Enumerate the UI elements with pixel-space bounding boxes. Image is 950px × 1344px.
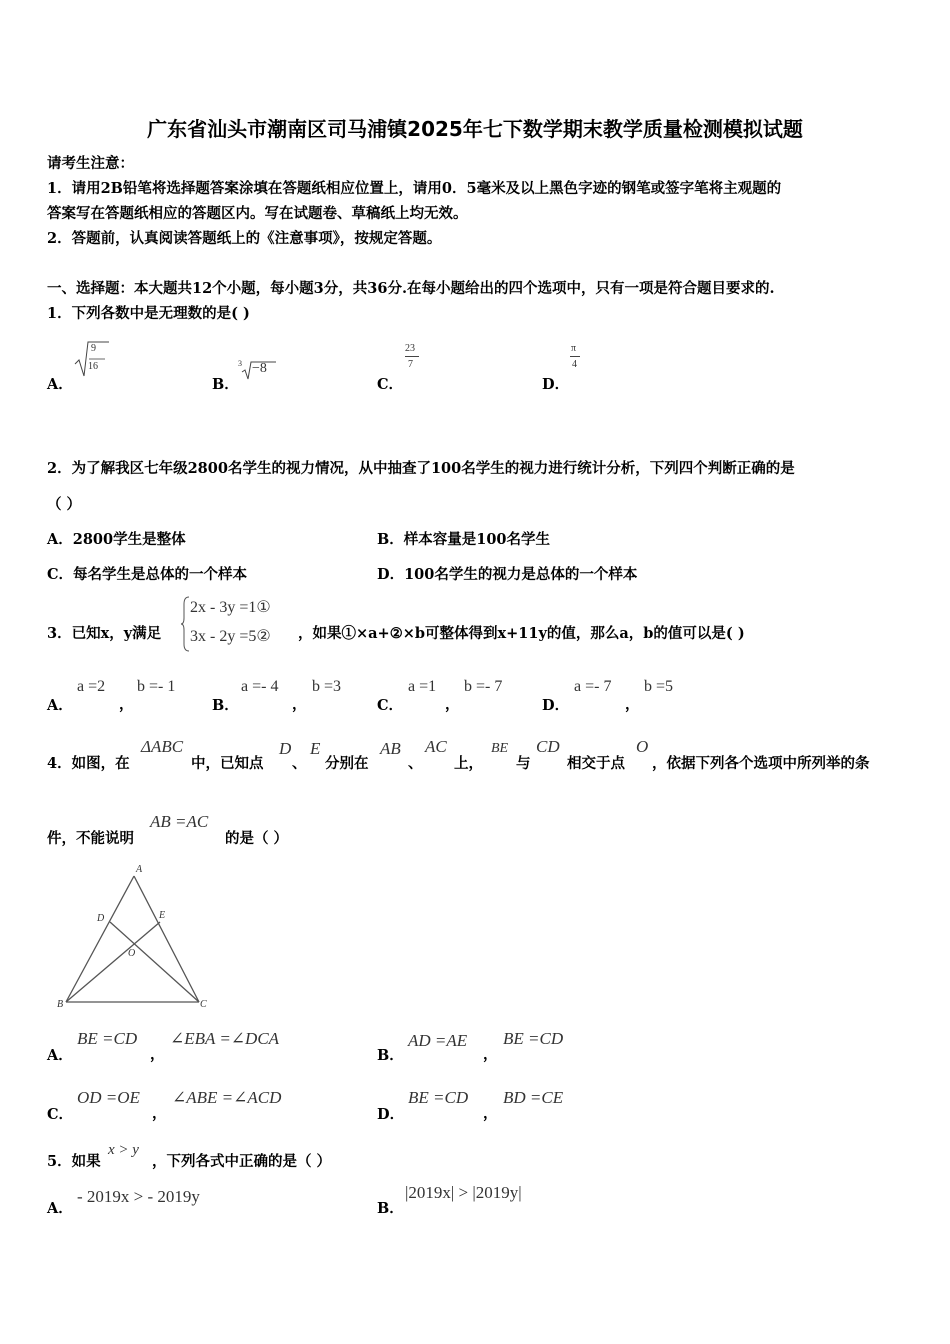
comma: ， (152, 1105, 167, 1122)
vertex-a-label: A (136, 864, 143, 875)
q3-label-a: A． (47, 697, 73, 714)
q1-label-b: B． (212, 376, 239, 393)
q1-option-a-sqrt (73, 340, 109, 382)
q4-d-first: BE =CD (408, 1088, 469, 1107)
q3-c-first: a =1 (408, 678, 437, 695)
q4-a-second: ∠EBA =∠DCA (170, 1029, 280, 1048)
comma: ， (445, 696, 460, 713)
q1-option-c-fraction (403, 343, 423, 373)
q1-d-numerator: π (571, 343, 577, 354)
q3-b-first: a =- 4 (241, 678, 279, 695)
q4-text-3: 分别在 (325, 755, 369, 772)
point-e-label: E (159, 910, 166, 921)
q4-label-d: D． (377, 1106, 405, 1123)
q4-text-4: 上， (454, 755, 483, 772)
comma: ， (625, 696, 640, 713)
q2-stem-line-2: （ ） (47, 496, 82, 513)
q3-a-first: a =2 (77, 678, 106, 695)
q1-d-denominator: 4 (572, 359, 577, 370)
q5-option-b: |2019x| > |2019y| (405, 1183, 522, 1202)
q4-text-9: 的是（ ） (225, 830, 289, 847)
q4-point-d: D (279, 739, 292, 758)
q5-text-2: ，下列各式中正确的是（ ） (152, 1153, 332, 1170)
q4-a-first: BE =CD (77, 1029, 138, 1048)
q2-stem-line-1: 2．为了解我区七年级2800名学生的视力情况，从中抽查了100名学生的视力进行统计分析，下列四个判断正确的是 (47, 460, 795, 477)
q4-c-first: OD =OE (77, 1088, 140, 1107)
q1-option-d-fraction (568, 343, 584, 373)
fraction-bar (405, 356, 419, 357)
q1-c-denominator: 7 (408, 359, 413, 370)
comma: ， (292, 696, 307, 713)
q4-d-second: BD =CE (503, 1088, 564, 1107)
q5-condition: x > y (108, 1142, 139, 1158)
q3-d-second: b =5 (644, 678, 674, 695)
comma: ， (483, 1105, 498, 1122)
q4-triangle-figure (55, 862, 215, 1017)
q4-sep-2: 、 (408, 755, 423, 772)
notice-line-1: 1．请用2B铅笔将选择题答案涂填在答题纸相应位置上，请用0．5毫米及以上黑色字迹的钢笔或签字笔将主观题的 (47, 180, 782, 197)
q1-label-a: A． (47, 376, 73, 393)
q4-text-1: 4．如图，在 (47, 755, 130, 772)
q1-b-radicand: −8 (252, 361, 267, 376)
q4-segment-cd: CD (536, 737, 560, 756)
q1-a-denominator: 16 (88, 361, 98, 372)
q4-text-8: 件，不能说明 (47, 830, 134, 847)
q4-b-second: BE =CD (503, 1029, 564, 1048)
q3-c-second: b =- 7 (464, 678, 503, 695)
q4-text-2: 中，已知点 (191, 755, 264, 772)
q4-point-e: E (310, 739, 321, 758)
q4-segment-be: BE (491, 741, 509, 756)
triangle-diagram (55, 862, 215, 1017)
vertex-c-label: C (200, 999, 207, 1010)
q5-text-1: 5．如果 (47, 1153, 101, 1170)
vertex-b-label: B (57, 999, 64, 1010)
q1-c-numerator: 23 (405, 343, 415, 354)
q4-triangle-abc: ΔABC (141, 737, 184, 756)
q4-label-c: C． (47, 1106, 74, 1123)
q5-label-b: B． (377, 1200, 404, 1217)
q1-stem: 1．下列各数中是无理数的是( ) (47, 305, 250, 322)
point-d-label: D (97, 913, 105, 924)
q4-side-ab: AB (380, 739, 401, 758)
comma: ， (150, 1046, 165, 1063)
q3-a-second: b =- 1 (137, 678, 176, 695)
q4-text-7: ，依据下列各个选项中所列举的条 (652, 755, 870, 772)
fraction-bar (570, 356, 580, 357)
q4-side-ac: AC (425, 737, 447, 756)
page-title: 广东省汕头市潮南区司马浦镇2025年七下数学期末教学质量检测模拟试题 (147, 117, 803, 141)
q4-point-o: O (636, 737, 649, 756)
q2-option-a: A．2800学生是整体 (47, 531, 186, 548)
notice-line-3: 2．答题前，认真阅读答题纸上的《注意事项》，按规定答题。 (47, 230, 442, 247)
q1-option-b-cbrt (238, 359, 278, 381)
notice-heading: 请考生注意： (47, 155, 134, 172)
q3-label-c: C． (377, 697, 404, 714)
q5-label-a: A． (47, 1200, 73, 1217)
point-o-label: O (128, 948, 136, 959)
comma: ， (119, 696, 134, 713)
q2-option-b: B．样本容量是100名学生 (377, 531, 551, 548)
q3-stem-pre: 3．已知x，y满足 (47, 625, 162, 642)
q4-label-b: B． (377, 1047, 404, 1064)
q1-label-c: C． (377, 376, 404, 393)
q4-c-second: ∠ABE =∠ACD (172, 1088, 282, 1107)
q3-stem-post: ，如果①×a+②×b可整体得到x+11y的值，那么a，b的值可以是( ) (298, 625, 745, 642)
section-heading: 一、选择题：本大题共12个小题，每小题3分，共36分.在每小题给出的四个选项中，只有一项是符合题目要求的. (47, 280, 775, 297)
q3-d-first: a =- 7 (574, 678, 612, 695)
q4-text-6: 相交于点 (567, 755, 625, 772)
q4-sep-1: 、 (292, 755, 307, 772)
q3-equation-2: 3x - 2y =5② (190, 628, 271, 645)
q3-label-d: D． (542, 697, 570, 714)
q4-label-a: A． (47, 1047, 73, 1064)
q4-b-first: AD =AE (408, 1031, 468, 1050)
comma: ， (483, 1046, 498, 1063)
q3-label-b: B． (212, 697, 239, 714)
q5-option-a: - 2019x > - 2019y (77, 1187, 200, 1206)
q3-b-second: b =3 (312, 678, 342, 695)
q3-equation-1: 2x - 3y =1① (190, 599, 271, 616)
q2-option-c: C．每名学生是总体的一个样本 (47, 566, 248, 583)
system-brace (180, 596, 190, 652)
q4-condition-ab-ac: AB =AC (150, 812, 209, 831)
q1-label-d: D． (542, 376, 570, 393)
q4-text-5: 与 (516, 755, 531, 772)
q1-a-numerator: 9 (91, 343, 96, 354)
notice-line-2: 答案写在答题纸相应的答题区内。写在试题卷、草稿纸上均无效。 (47, 205, 468, 222)
q1-b-index: 3 (238, 359, 242, 368)
q2-option-d: D．100名学生的视力是总体的一个样本 (377, 566, 638, 583)
